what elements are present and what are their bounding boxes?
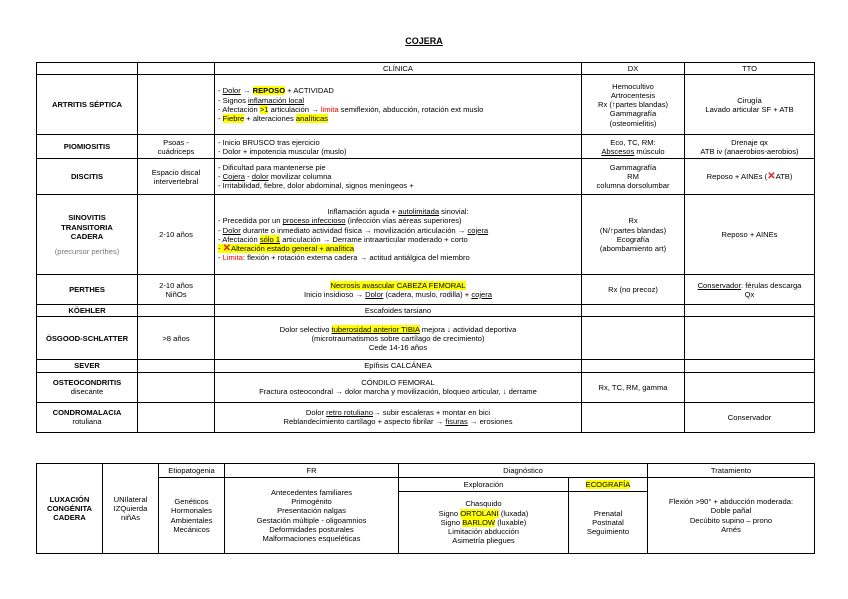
row-sever bbox=[37, 360, 815, 372]
sub-cell: 2-10 años bbox=[138, 195, 215, 275]
header-ecografia: ECOGRAFÍA bbox=[569, 478, 648, 492]
row-osgood bbox=[37, 317, 815, 360]
row-condromalacia bbox=[37, 402, 815, 432]
tratamiento-cell: Flexión >90° + abducción moderada: Doble pañal Decúbito supino – prono Arnés bbox=[648, 478, 815, 554]
header-exploracion: Exploración bbox=[399, 478, 569, 492]
row-name: SEVER bbox=[37, 360, 138, 372]
clinica-cell: CÓNDILO FEMORAL Fractura osteocondral → dolor marcha y movilización, bloqueo articular, ↓ derrame bbox=[215, 372, 582, 402]
dx-cell: Gammagrafía RM columna dorsolumbar bbox=[582, 159, 685, 195]
row-kohler bbox=[37, 305, 815, 317]
page-title: COJERA bbox=[405, 36, 443, 46]
sub-cell: Espacio discal intervertebral bbox=[138, 159, 215, 195]
clinica-cell: Dolor retro rotuliano→ subir escaleras + montar en bici Reblandecimiento cartílago + aspecto fibrilar → fisuras → erosiones bbox=[215, 402, 582, 432]
header-diagnostico: Diagnóstico bbox=[399, 464, 648, 478]
ecografia-cell: Prenatal Postnatal Seguimiento bbox=[569, 492, 648, 554]
row-piomiositis bbox=[37, 135, 815, 159]
luxacion-header-row bbox=[37, 464, 815, 478]
tto-cell: Cirugía Lavado articular SF + ATB bbox=[685, 75, 815, 135]
clinica-cell: Necrosis avascular CABEZA FEMORAL Inicio insidioso → Dolor (cadera, muslo, rodilla) + cojera bbox=[215, 275, 582, 305]
row-name: PIOMIOSITIS bbox=[37, 135, 138, 159]
dx-cell: Hemocultivo Artrocentesis Rx (↑partes blandas) Gammagrafía (osteomielitis) bbox=[582, 75, 685, 135]
row-name: LUXACIÓN CONGÉNITA CADERA bbox=[37, 464, 103, 554]
tto-cell: Reposo + AINEs (✕ATB) bbox=[685, 159, 815, 195]
row-name: ARTRITIS SÉPTICA bbox=[37, 75, 138, 135]
sub-cell: Psoas - cuádriceps bbox=[138, 135, 215, 159]
dx-cell: Rx, TC, RM, gamma bbox=[582, 372, 685, 402]
sub-cell: >8 años bbox=[138, 317, 215, 360]
clinica-cell: Inflamación aguda + autolimitada sinovial: - Precedida por un proceso infeccioso (infección vías aéreas superiores) - Dolor durante o inmediato actividad física → movilización articulación → cojera - Afectación sólo 1 articulación → Derrame intraarticular moderado + corto - ✕Alteración estado general + analítica - Limita: flexión + rotación externa cadera → actitud antiálgica del miembro bbox=[215, 195, 582, 275]
dx-cell: Rx (no precoz) bbox=[582, 275, 685, 305]
clinica-cell: - Inicio BRUSCO tras ejercicio - Dolor + impotencia muscular (muslo) bbox=[215, 135, 582, 159]
tto-cell: Conservador bbox=[685, 402, 815, 432]
clinica-cell: - Dificultad para mantenerse pie - Cojera - dolor movilizar columna - Irritabilidad, fiebre, dolor abdominal, signos meníngeos + bbox=[215, 159, 582, 195]
row-name: DISCITIS bbox=[37, 159, 138, 195]
clinica-cell: - Dolor → REPOSO + ACTIVIDAD - Signos inflamación local - Afectación >1 articulación → limita semiflexión, abducción, rotación ext muslo - Fiebre + alteraciones analíticas bbox=[215, 75, 582, 135]
luxacion-table bbox=[36, 463, 815, 554]
row-artritis bbox=[37, 75, 815, 135]
header-etiopatogenia: Etiopatogenia bbox=[159, 464, 225, 478]
header-clinica: CLÍNICA bbox=[215, 63, 582, 75]
clinica-cell: Dolor selectivo tuberosidad anterior TIBIA mejora ↓ actividad deportiva (microtraumatismos sobre cartílago de crecimiento) Cede 14-16 años bbox=[215, 317, 582, 360]
row-osteocondritis bbox=[37, 372, 815, 402]
cross-mark-icon: ✕ bbox=[222, 242, 232, 254]
row-name: CONDROMALACIA rotuliana bbox=[37, 402, 138, 432]
header-tto: TTO bbox=[685, 63, 815, 75]
cojera-table bbox=[36, 62, 815, 433]
row-sinovitis bbox=[37, 195, 815, 275]
row-name: OSTEOCONDRITIS disecante bbox=[37, 372, 138, 402]
laterality-cell: UNIlateral IZQuierda niñAs bbox=[103, 464, 159, 554]
row-name: SINOVITIS TRANSITORIA CADERA (precursor perthes) bbox=[37, 195, 138, 275]
dx-cell: Rx (N/↑partes blandas) Ecografía (abombamiento art) bbox=[582, 195, 685, 275]
header-dx: DX bbox=[582, 63, 685, 75]
clinica-cell: Epífisis CALCÁNEA bbox=[215, 360, 582, 372]
etio-cell: Genéticos Hormonales Ambientales Mecánicos bbox=[159, 478, 225, 554]
header-fr: FR bbox=[225, 464, 399, 478]
row-discitis bbox=[37, 159, 815, 195]
row-name: KÖEHLER bbox=[37, 305, 138, 317]
clinica-cell: Escafoides tarsiano bbox=[215, 305, 582, 317]
dx-cell: Eco, TC, RM: Abscesos músculo bbox=[582, 135, 685, 159]
exploracion-cell: Chasquido Signo ORTOLANI (luxada) Signo BARLOW (luxable) Limitación abducción Asimetría pliegues bbox=[399, 492, 569, 554]
fr-cell: Antecedentes familiares Primogénito Presentación nalgas Gestación múltiple - oligoamnios Deformidades posturales Malformaciones esqueléticas bbox=[225, 478, 399, 554]
row-name: PERTHES bbox=[37, 275, 138, 305]
row-perthes bbox=[37, 275, 815, 305]
cross-mark-icon: ✕ bbox=[767, 171, 776, 183]
header-tratamiento: Tratamiento bbox=[648, 464, 815, 478]
tto-cell: Drenaje qx ATB iv (anaerobios-aerobios) bbox=[685, 135, 815, 159]
sub-cell: 2-10 años NiñOs bbox=[138, 275, 215, 305]
row-name: ÖSGOOD-SCHLATTER bbox=[37, 317, 138, 360]
tto-cell: Conservador: férulas descarga Qx bbox=[685, 275, 815, 305]
tto-cell: Reposo + AINEs bbox=[685, 195, 815, 275]
header-row bbox=[37, 63, 815, 75]
